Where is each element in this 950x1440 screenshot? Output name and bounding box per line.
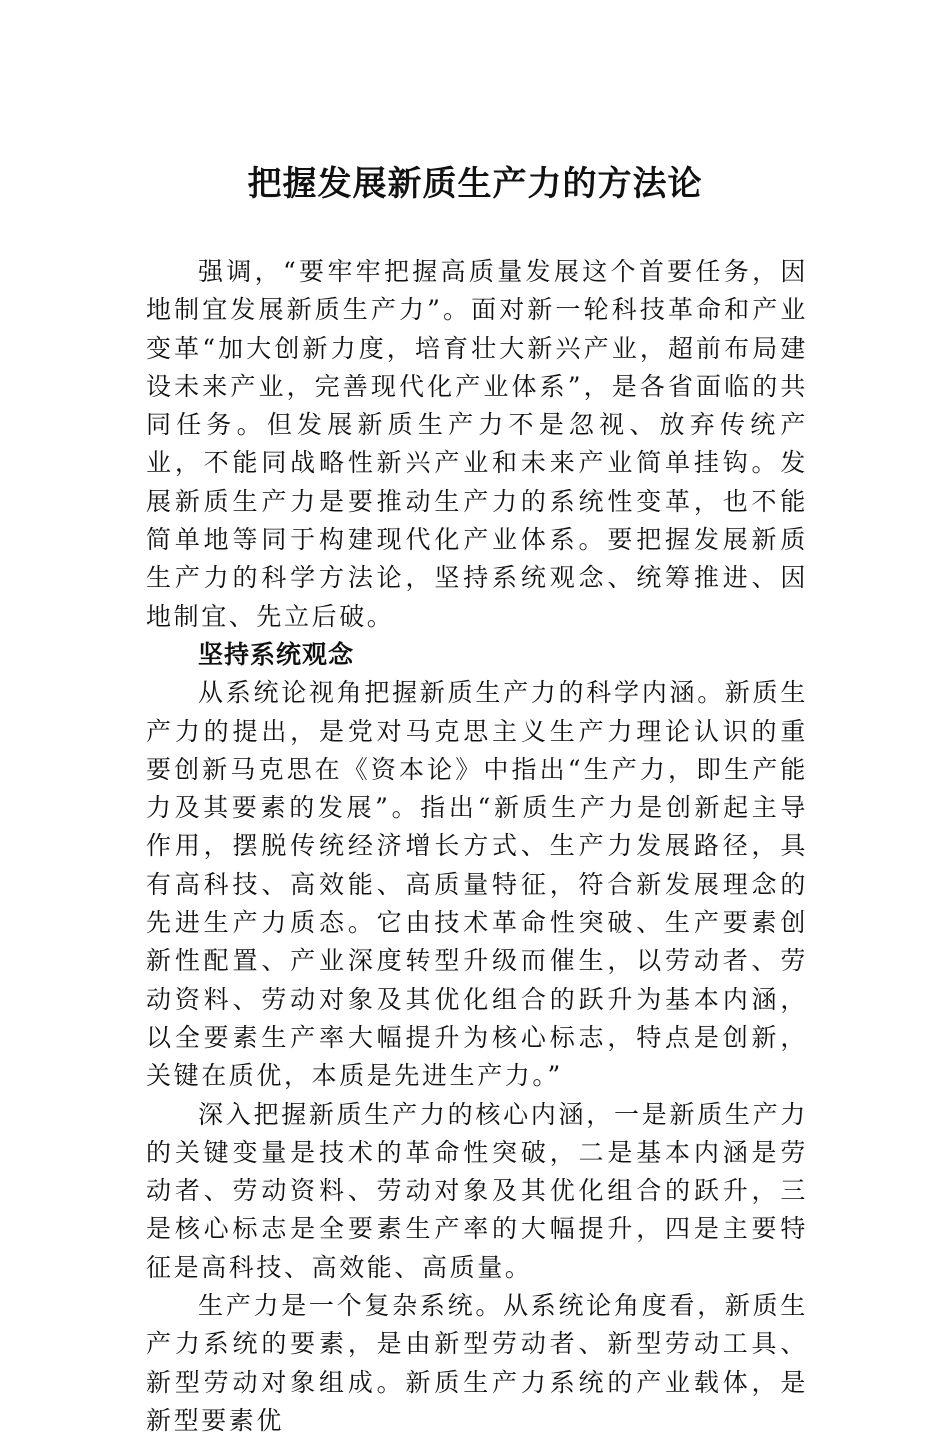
paragraph-intro: 强调，“要牢牢把握高质量发展这个首要任务，因地制宜发展新质生产力”。面对新一轮科技革命和产业变革“加大创新力度，培育壮大新兴产业，超前布局建设未来产业，完善现代化产业体系”，是各省面临的共同任务。但发展新质生产力不是忽视、放弃传统产业，不能同战略性新兴产业和未来产业简单挂钩。发展新质生产力是要推动生产力的系统性变革，也不能简单地等同于构建现代化产业体系。要把握发展新质生产力的科学方法论，坚持系统观念、统筹推进、因地制宜、先立后破。 (146, 257, 808, 631)
section-heading: 坚持系统观念 (198, 639, 355, 669)
paragraph-system-view: 从系统论视角把握新质生产力的科学内涵。新质生产力的提出，是党对马克思主义生产力理论认识的重要创新马克思在《资本论》中指出“生产力，即生产能力及其要素的发展”。指出“新质生产力是创新起主导作用，摆脱传统经济增长方式、生产力发展路径，具有高科技、高效能、高质量特征，符合新发展理念的先进生产力质态。它由技术革命性突破、生产要素创新性配置、产业深度转型升级而催生，以劳动者、劳动资料、劳动对象及其优化组合的跃升为基本内涵，以全要素生产率大幅提升为核心标志，特点是创新，关键在质优，本质是先进生产力。” (146, 678, 808, 1091)
paragraph-complex-system: 生产力是一个复杂系统。从系统论角度看，新质生产力系统的要素，是由新型劳动者、新型劳动工具、新型劳动对象组成。新质生产力系统的产业载体，是新型要素优 (146, 1291, 808, 1435)
paragraph-core-connotation: 深入把握新质生产力的核心内涵，一是新质生产力的关键变量是技术的革命性突破，二是基本内涵是劳动者、劳动资料、劳动对象及其优化组合的跃升，三是核心标志是全要素生产率的大幅提升，四是主要特征是高科技、高效能、高质量。 (146, 1099, 808, 1282)
document-body (146, 253, 808, 1440)
document-title: 把握发展新质生产力的方法论 (247, 164, 703, 204)
